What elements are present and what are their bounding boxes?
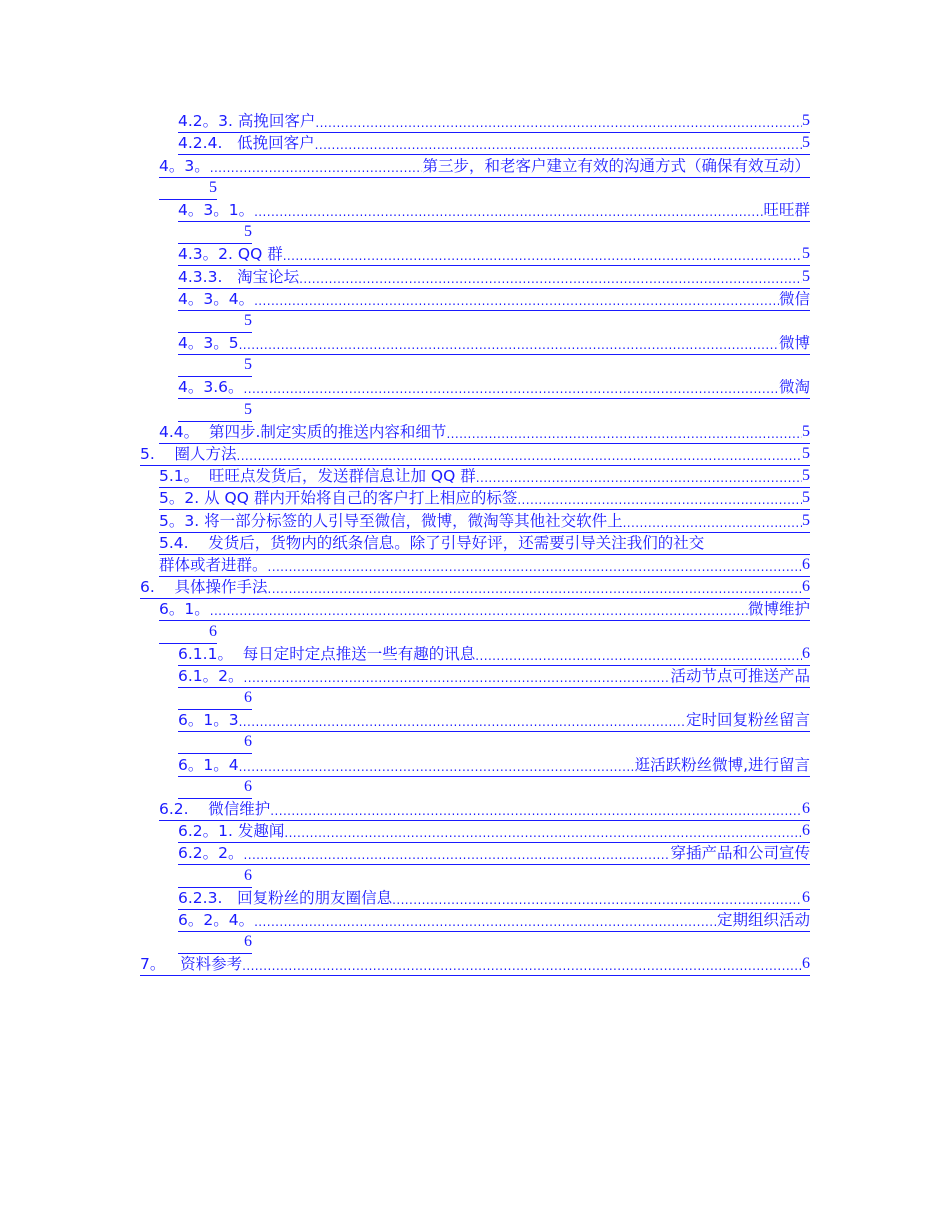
- toc-page-number: 5: [209, 178, 217, 196]
- toc-entry[interactable]: [159, 533, 810, 555]
- toc-page-number: 5: [802, 489, 810, 507]
- toc-leader-dots: [254, 292, 779, 310]
- toc-entry-wrapped-page[interactable]: [178, 688, 252, 710]
- toc-page-number: 6: [209, 622, 217, 640]
- toc-entry-wrapped-page[interactable]: [159, 621, 217, 643]
- toc-page-number: 6: [802, 955, 810, 973]
- toc-entry[interactable]: [178, 821, 810, 843]
- toc-entry-wrapped-page[interactable]: [178, 932, 252, 954]
- toc-leader-dots: [242, 957, 802, 975]
- toc-entry[interactable]: [178, 843, 810, 865]
- toc-page-number: 6: [802, 555, 810, 573]
- toc-entry-number-title: 6.2。1. 发趣闻: [178, 822, 285, 841]
- toc-entry-number-title: 6。1。3: [178, 711, 239, 730]
- toc-page-number: 6: [244, 689, 252, 707]
- toc-leader-dots: [210, 159, 423, 177]
- toc-leader-dots: [239, 713, 686, 731]
- toc-page-number: 5: [244, 311, 252, 329]
- toc-entry[interactable]: [178, 266, 810, 288]
- toc-leader-dots: [254, 203, 763, 221]
- toc-entry-number-title: 4.4。 第四步.制定实质的推送内容和细节: [159, 422, 447, 441]
- toc-entry-number-title: 6.1.1。 每日定时定点推送一些有趣的讯息: [178, 644, 476, 663]
- toc-leader-dots: [446, 425, 802, 443]
- toc-entry-wrapped-page[interactable]: [178, 865, 252, 887]
- toc-entry-wrapped-page[interactable]: [178, 732, 252, 754]
- toc-entry-number-title: 4.2.4. 低挽回客户: [178, 134, 315, 153]
- toc-entry[interactable]: [178, 200, 810, 222]
- toc-entry-wrapped-page[interactable]: [178, 311, 252, 333]
- toc-entry-title-tail: 穿插产品和公司宣传: [670, 844, 810, 863]
- toc-entry[interactable]: [140, 954, 810, 976]
- toc-entry-wrapped-page[interactable]: [178, 777, 252, 799]
- toc-page-number: 6: [802, 578, 810, 596]
- toc-leader-dots: [315, 136, 802, 154]
- toc-entry[interactable]: [178, 888, 810, 910]
- toc-leader-dots: [475, 647, 802, 665]
- toc-entry-number-title: 5。2. 从 QQ 群内开始将自己的客户打上相应的标签: [159, 489, 518, 508]
- toc-entry[interactable]: [159, 466, 810, 488]
- toc-entry[interactable]: [178, 710, 810, 732]
- toc-entry-number-title: 6.2.3. 回复粉丝的朋友圈信息: [178, 888, 393, 907]
- toc-page-number: 5: [802, 112, 810, 130]
- toc-leader-dots: [268, 580, 803, 598]
- toc-leader-dots: [210, 602, 748, 620]
- toc-entry[interactable]: [178, 754, 810, 776]
- toc-entry[interactable]: [159, 155, 810, 177]
- toc-page-number: 5: [802, 445, 810, 462]
- toc-leader-dots: [283, 247, 802, 265]
- toc-page-number: 6: [802, 800, 810, 817]
- toc-entry-wrapped-page[interactable]: [178, 355, 252, 377]
- toc-page-number: 5: [802, 267, 810, 285]
- toc-leader-dots: [244, 669, 671, 687]
- toc-entry-number-title: 6.2. 微信维护: [159, 800, 271, 818]
- toc-page-number: 5: [802, 422, 810, 440]
- toc-page-number: 6: [244, 733, 252, 751]
- toc-entry-number-title: 7。 资料参考: [140, 955, 243, 974]
- toc-entry[interactable]: [159, 510, 810, 532]
- toc-entry-title-tail: 微信: [778, 289, 810, 308]
- toc-entry[interactable]: [178, 333, 810, 355]
- toc-entry-title-tail: 定时回复粉丝留言: [685, 711, 810, 730]
- toc-entry-number-title: 4。3.6。: [178, 378, 244, 397]
- toc-entry[interactable]: [178, 377, 810, 399]
- toc-entry-number-title: 4。3。5: [178, 334, 239, 353]
- toc-entry-number-title: 5. 圈人方法: [140, 445, 237, 463]
- toc-entry[interactable]: [159, 422, 810, 444]
- toc-entry[interactable]: [178, 666, 810, 688]
- toc-entry[interactable]: [159, 488, 810, 510]
- toc-entry[interactable]: [159, 599, 810, 621]
- toc-entry[interactable]: [178, 289, 810, 311]
- toc-page-number: 6: [244, 866, 252, 884]
- toc-entry-number-title: 4.3。2. QQ 群: [178, 245, 283, 264]
- toc-leader-dots: [244, 846, 671, 864]
- toc-entry-title-tail: 微淘: [778, 378, 810, 397]
- toc-page-number: 6: [244, 933, 252, 951]
- toc-leader-dots: [284, 824, 802, 842]
- toc-leader-dots: [244, 380, 779, 398]
- toc-entry[interactable]: [159, 799, 810, 821]
- toc-leader-dots: [268, 558, 802, 576]
- toc-entry-number-title: 6. 具体操作手法: [140, 578, 268, 597]
- toc-page-number: 6: [244, 777, 252, 795]
- table-of-contents: [0, 111, 950, 976]
- toc-leader-dots: [392, 891, 802, 909]
- toc-entry[interactable]: [159, 555, 810, 577]
- toc-entry-number-title: 5.1。 旺旺点发货后，发送群信息让加 QQ 群: [159, 467, 476, 486]
- toc-page-number: 5: [802, 134, 810, 152]
- toc-entry-number-title: 4.3.3. 淘宝论坛: [178, 267, 300, 286]
- toc-leader-dots: [299, 270, 802, 288]
- toc-leader-dots: [270, 802, 802, 820]
- toc-entry[interactable]: [178, 133, 810, 155]
- toc-leader-dots: [623, 514, 802, 532]
- toc-entry-title-tail: 第三步，和老客户建立有效的沟通方式（确保有效互动）: [422, 156, 810, 175]
- toc-page-number: 6: [802, 822, 810, 840]
- toc-page-number: 6: [802, 888, 810, 906]
- toc-leader-dots: [237, 447, 803, 465]
- toc-entry-title-tail: 活动节点可推送产品: [670, 666, 810, 685]
- toc-leader-dots: [517, 491, 802, 509]
- toc-entry-title-tail: 逛活跃粉丝微博,进行留言: [634, 755, 810, 774]
- toc-entry-title-tail: 旺旺群: [763, 200, 810, 219]
- toc-entry-title-tail: 定期组织活动: [716, 910, 810, 929]
- toc-entry[interactable]: [178, 644, 810, 666]
- toc-entry-wrapped-page[interactable]: [178, 399, 252, 421]
- toc-entry-title-tail: 微博维护: [747, 600, 810, 619]
- toc-leader-dots: [239, 336, 779, 354]
- toc-entry[interactable]: [178, 111, 810, 133]
- toc-entry-number-title: 4。3。1。: [178, 200, 255, 219]
- toc-entry-title-tail: 微博: [778, 334, 810, 353]
- toc-entry[interactable]: [178, 910, 810, 932]
- toc-page-number: 5: [244, 356, 252, 374]
- toc-leader-dots: [239, 758, 635, 776]
- toc-entry-wrapped-page[interactable]: [159, 178, 217, 200]
- toc-entry-number-title: 4.2。3. 高挽回客户: [178, 112, 316, 131]
- toc-page-number: 5: [802, 511, 810, 529]
- toc-leader-dots: [254, 913, 717, 931]
- toc-page-number: 6: [802, 644, 810, 662]
- toc-leader-dots: [315, 114, 802, 132]
- toc-entry-number-title: 6。2。4。: [178, 910, 255, 929]
- toc-entry[interactable]: [178, 244, 810, 266]
- toc-entry-number-title: 4。3。4。: [178, 289, 255, 308]
- toc-entry[interactable]: [140, 444, 810, 466]
- toc-entry-number-title: 6.1。2。: [178, 666, 244, 685]
- toc-entry-number-title: 6.2。2。: [178, 844, 244, 863]
- toc-entry[interactable]: [140, 577, 810, 599]
- toc-entry-number-title: 群体或者进群。: [159, 555, 268, 574]
- toc-page-number: 5: [244, 400, 252, 418]
- toc-entry-number-title: 6。1。: [159, 600, 210, 619]
- toc-entry-number-title: 6。1。4: [178, 755, 239, 774]
- toc-entry-wrapped-page[interactable]: [178, 222, 252, 244]
- toc-entry-number-title: 5。3. 将一部分标签的人引导至微信，微博，微淘等其他社交软件上: [159, 511, 623, 530]
- toc-page-number: 5: [802, 245, 810, 263]
- toc-leader-dots: [476, 469, 802, 487]
- toc-entry-number-title: 5.4. 发货后，货物内的纸条信息。除了引导好评，还需要引导关注我们的社交: [159, 533, 705, 552]
- toc-page-number: 5: [802, 467, 810, 485]
- toc-entry-number-title: 4。3。: [159, 156, 210, 175]
- toc-page-number: 5: [244, 223, 252, 241]
